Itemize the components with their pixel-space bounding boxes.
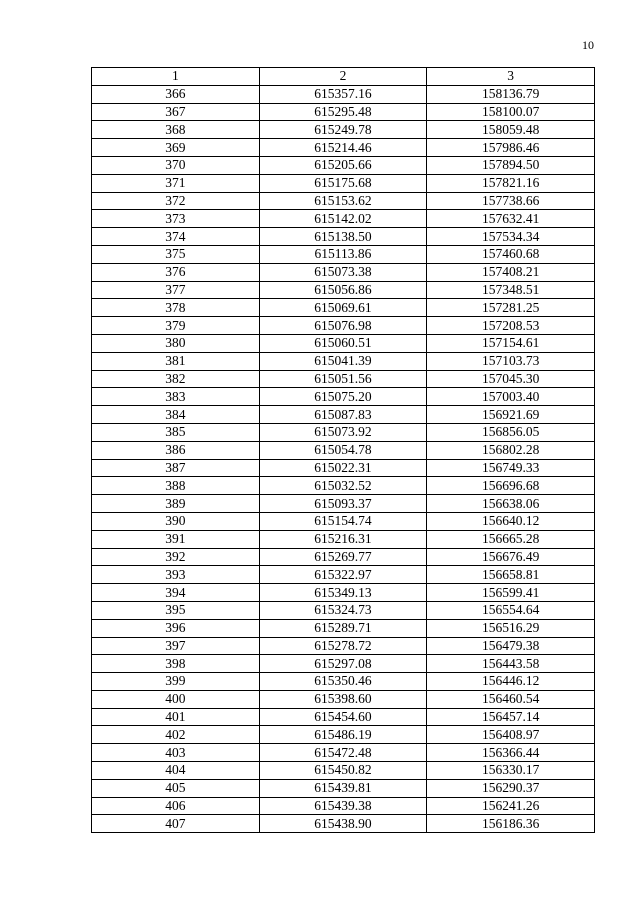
point-number-cell: 373 — [92, 210, 260, 228]
table-row — [92, 673, 595, 691]
table-header-row — [92, 68, 595, 86]
x-coordinate-cell: 615054.78 — [259, 441, 427, 459]
table-row — [92, 655, 595, 673]
table-row — [92, 263, 595, 281]
point-number-cell: 386 — [92, 441, 260, 459]
point-number-cell: 389 — [92, 495, 260, 513]
x-coordinate-cell: 615486.19 — [259, 726, 427, 744]
table-row — [92, 797, 595, 815]
point-number-cell: 395 — [92, 601, 260, 619]
point-number-cell: 397 — [92, 637, 260, 655]
y-coordinate-cell: 156446.12 — [427, 673, 595, 691]
point-number-cell: 384 — [92, 406, 260, 424]
point-number-cell: 405 — [92, 779, 260, 797]
point-number-cell: 383 — [92, 388, 260, 406]
table-row — [92, 726, 595, 744]
table-row — [92, 744, 595, 762]
x-coordinate-cell: 615051.56 — [259, 370, 427, 388]
table-row — [92, 601, 595, 619]
point-number-cell: 401 — [92, 708, 260, 726]
point-number-cell: 367 — [92, 103, 260, 121]
x-coordinate-cell: 615350.46 — [259, 673, 427, 691]
point-number-cell: 393 — [92, 566, 260, 584]
point-number-cell: 407 — [92, 815, 260, 833]
x-coordinate-cell: 615076.98 — [259, 317, 427, 335]
y-coordinate-cell: 156856.05 — [427, 423, 595, 441]
y-coordinate-cell: 157281.25 — [427, 299, 595, 317]
y-coordinate-cell: 156696.68 — [427, 477, 595, 495]
page-number: 10 — [582, 38, 594, 52]
y-coordinate-cell: 156640.12 — [427, 512, 595, 530]
x-coordinate-cell: 615153.62 — [259, 192, 427, 210]
x-coordinate-cell: 615214.46 — [259, 139, 427, 157]
y-coordinate-cell: 158136.79 — [427, 85, 595, 103]
x-coordinate-cell: 615278.72 — [259, 637, 427, 655]
point-number-cell: 370 — [92, 156, 260, 174]
table-row — [92, 317, 595, 335]
point-number-cell: 403 — [92, 744, 260, 762]
y-coordinate-cell: 156408.97 — [427, 726, 595, 744]
point-number-cell: 387 — [92, 459, 260, 477]
y-coordinate-cell: 156516.29 — [427, 619, 595, 637]
y-coordinate-cell: 157103.73 — [427, 352, 595, 370]
table-row — [92, 441, 595, 459]
table-row — [92, 406, 595, 424]
y-coordinate-cell: 157738.66 — [427, 192, 595, 210]
point-number-cell: 376 — [92, 263, 260, 281]
point-number-cell: 379 — [92, 317, 260, 335]
point-number-cell: 380 — [92, 334, 260, 352]
column-header: 2 — [259, 68, 427, 86]
point-number-cell: 390 — [92, 512, 260, 530]
coordinates-table — [91, 67, 595, 833]
y-coordinate-cell: 156186.36 — [427, 815, 595, 833]
x-coordinate-cell: 615069.61 — [259, 299, 427, 317]
point-number-cell: 368 — [92, 121, 260, 139]
point-number-cell: 388 — [92, 477, 260, 495]
x-coordinate-cell: 615113.86 — [259, 245, 427, 263]
table-row — [92, 495, 595, 513]
point-number-cell: 382 — [92, 370, 260, 388]
table-row — [92, 690, 595, 708]
point-number-cell: 394 — [92, 584, 260, 602]
y-coordinate-cell: 156658.81 — [427, 566, 595, 584]
x-coordinate-cell: 615154.74 — [259, 512, 427, 530]
point-number-cell: 400 — [92, 690, 260, 708]
x-coordinate-cell: 615289.71 — [259, 619, 427, 637]
y-coordinate-cell: 157408.21 — [427, 263, 595, 281]
point-number-cell: 378 — [92, 299, 260, 317]
table-row — [92, 85, 595, 103]
table-row — [92, 103, 595, 121]
table-row — [92, 512, 595, 530]
table-row — [92, 423, 595, 441]
table-row — [92, 815, 595, 833]
y-coordinate-cell: 156921.69 — [427, 406, 595, 424]
table-row — [92, 530, 595, 548]
x-coordinate-cell: 615297.08 — [259, 655, 427, 673]
x-coordinate-cell: 615439.38 — [259, 797, 427, 815]
y-coordinate-cell: 156638.06 — [427, 495, 595, 513]
table-row — [92, 370, 595, 388]
point-number-cell: 406 — [92, 797, 260, 815]
table-row — [92, 192, 595, 210]
table-row — [92, 210, 595, 228]
x-coordinate-cell: 615249.78 — [259, 121, 427, 139]
y-coordinate-cell: 156554.64 — [427, 601, 595, 619]
point-number-cell: 377 — [92, 281, 260, 299]
x-coordinate-cell: 615454.60 — [259, 708, 427, 726]
table-row — [92, 174, 595, 192]
table-row — [92, 459, 595, 477]
x-coordinate-cell: 615093.37 — [259, 495, 427, 513]
x-coordinate-cell: 615075.20 — [259, 388, 427, 406]
x-coordinate-cell: 615041.39 — [259, 352, 427, 370]
y-coordinate-cell: 157003.40 — [427, 388, 595, 406]
point-number-cell: 396 — [92, 619, 260, 637]
table-row — [92, 779, 595, 797]
point-number-cell: 392 — [92, 548, 260, 566]
point-number-cell: 369 — [92, 139, 260, 157]
point-number-cell: 374 — [92, 228, 260, 246]
y-coordinate-cell: 157894.50 — [427, 156, 595, 174]
y-coordinate-cell: 156665.28 — [427, 530, 595, 548]
x-coordinate-cell: 615269.77 — [259, 548, 427, 566]
y-coordinate-cell: 157534.34 — [427, 228, 595, 246]
point-number-cell: 398 — [92, 655, 260, 673]
table-row — [92, 228, 595, 246]
y-coordinate-cell: 157986.46 — [427, 139, 595, 157]
table-row — [92, 762, 595, 780]
y-coordinate-cell: 156366.44 — [427, 744, 595, 762]
x-coordinate-cell: 615142.02 — [259, 210, 427, 228]
x-coordinate-cell: 615450.82 — [259, 762, 427, 780]
table-row — [92, 334, 595, 352]
x-coordinate-cell: 615087.83 — [259, 406, 427, 424]
point-number-cell: 375 — [92, 245, 260, 263]
x-coordinate-cell: 615073.38 — [259, 263, 427, 281]
point-number-cell: 372 — [92, 192, 260, 210]
x-coordinate-cell: 615216.31 — [259, 530, 427, 548]
y-coordinate-cell: 156330.17 — [427, 762, 595, 780]
x-coordinate-cell: 615022.31 — [259, 459, 427, 477]
x-coordinate-cell: 615295.48 — [259, 103, 427, 121]
point-number-cell: 381 — [92, 352, 260, 370]
x-coordinate-cell: 615438.90 — [259, 815, 427, 833]
table-row — [92, 139, 595, 157]
x-coordinate-cell: 615398.60 — [259, 690, 427, 708]
y-coordinate-cell: 156599.41 — [427, 584, 595, 602]
y-coordinate-cell: 156802.28 — [427, 441, 595, 459]
y-coordinate-cell: 157348.51 — [427, 281, 595, 299]
y-coordinate-cell: 157632.41 — [427, 210, 595, 228]
table-row — [92, 548, 595, 566]
y-coordinate-cell: 156460.54 — [427, 690, 595, 708]
y-coordinate-cell: 157460.68 — [427, 245, 595, 263]
point-number-cell: 402 — [92, 726, 260, 744]
y-coordinate-cell: 158059.48 — [427, 121, 595, 139]
x-coordinate-cell: 615439.81 — [259, 779, 427, 797]
x-coordinate-cell: 615357.16 — [259, 85, 427, 103]
x-coordinate-cell: 615324.73 — [259, 601, 427, 619]
table-row — [92, 619, 595, 637]
y-coordinate-cell: 157045.30 — [427, 370, 595, 388]
table-body — [92, 85, 595, 832]
y-coordinate-cell: 157821.16 — [427, 174, 595, 192]
y-coordinate-cell: 156443.58 — [427, 655, 595, 673]
column-header: 3 — [427, 68, 595, 86]
table-row — [92, 156, 595, 174]
table-row — [92, 299, 595, 317]
table-row — [92, 352, 595, 370]
x-coordinate-cell: 615060.51 — [259, 334, 427, 352]
table-row — [92, 388, 595, 406]
point-number-cell: 366 — [92, 85, 260, 103]
x-coordinate-cell: 615056.86 — [259, 281, 427, 299]
x-coordinate-cell: 615349.13 — [259, 584, 427, 602]
table-row — [92, 281, 595, 299]
table-row — [92, 566, 595, 584]
y-coordinate-cell: 158100.07 — [427, 103, 595, 121]
table-row — [92, 708, 595, 726]
y-coordinate-cell: 156290.37 — [427, 779, 595, 797]
y-coordinate-cell: 156241.26 — [427, 797, 595, 815]
x-coordinate-cell: 615073.92 — [259, 423, 427, 441]
x-coordinate-cell: 615032.52 — [259, 477, 427, 495]
table-row — [92, 245, 595, 263]
table-row — [92, 477, 595, 495]
x-coordinate-cell: 615175.68 — [259, 174, 427, 192]
coordinates-table-container — [91, 67, 595, 833]
x-coordinate-cell: 615472.48 — [259, 744, 427, 762]
y-coordinate-cell: 156479.38 — [427, 637, 595, 655]
y-coordinate-cell: 157154.61 — [427, 334, 595, 352]
point-number-cell: 371 — [92, 174, 260, 192]
column-header: 1 — [92, 68, 260, 86]
point-number-cell: 404 — [92, 762, 260, 780]
y-coordinate-cell: 157208.53 — [427, 317, 595, 335]
y-coordinate-cell: 156749.33 — [427, 459, 595, 477]
point-number-cell: 399 — [92, 673, 260, 691]
x-coordinate-cell: 615205.66 — [259, 156, 427, 174]
y-coordinate-cell: 156457.14 — [427, 708, 595, 726]
table-row — [92, 584, 595, 602]
point-number-cell: 391 — [92, 530, 260, 548]
y-coordinate-cell: 156676.49 — [427, 548, 595, 566]
table-row — [92, 637, 595, 655]
x-coordinate-cell: 615322.97 — [259, 566, 427, 584]
point-number-cell: 385 — [92, 423, 260, 441]
table-row — [92, 121, 595, 139]
x-coordinate-cell: 615138.50 — [259, 228, 427, 246]
